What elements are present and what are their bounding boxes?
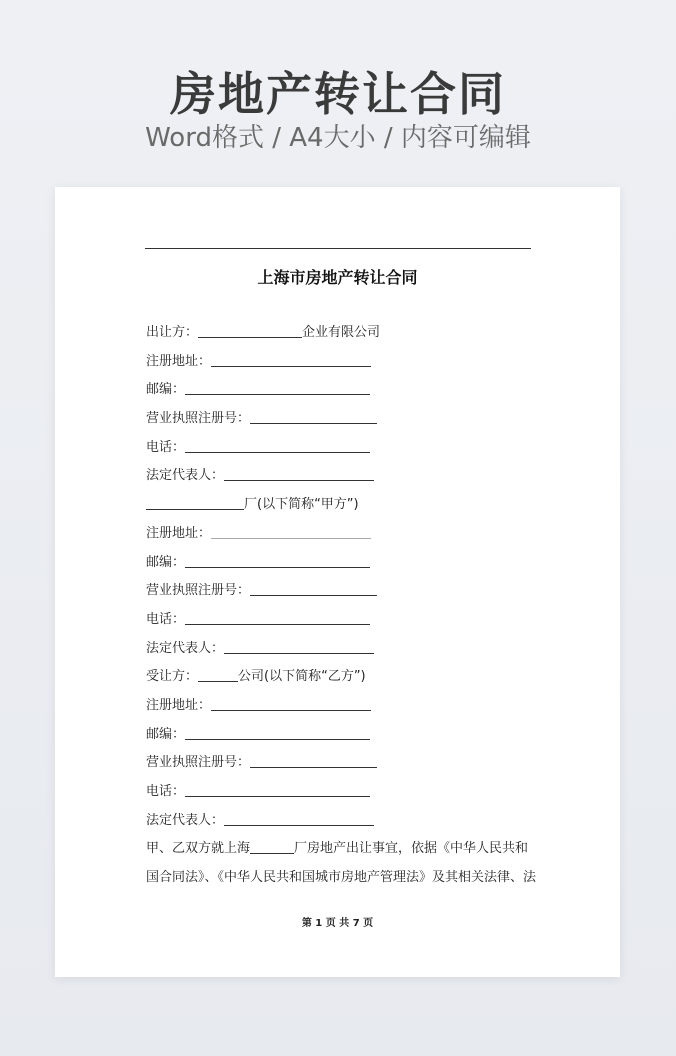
body-text: 国合同法》、《中华人民共和国城市房地产管理法》及其相关法律、法 [146, 870, 537, 886]
blank-field[interactable] [185, 438, 370, 453]
label: 电话： [146, 611, 186, 627]
label: 营业执照注册号： [146, 411, 251, 427]
banner-title: 房地产转让合同 [170, 67, 506, 121]
label: 注册地址： [146, 525, 212, 541]
license-line [146, 577, 546, 606]
label: 法定代表人： [146, 812, 225, 828]
blank-field[interactable] [250, 409, 377, 424]
body-text: 甲、乙双方就上海 [146, 841, 251, 857]
label-suffix: 厂(以下简称“甲方”) [244, 497, 359, 513]
phone-line [146, 778, 546, 807]
document-page [55, 187, 620, 977]
body-text: 厂房地产出让事宜，依据《中华人民共和 [294, 841, 529, 857]
blank-field[interactable] [224, 466, 374, 481]
blank-field[interactable] [185, 553, 370, 568]
party-a-line [146, 491, 546, 520]
blank-field[interactable] [185, 610, 370, 625]
label: 出让方： [146, 325, 199, 340]
legal-rep-line [146, 807, 546, 836]
reg-address-line [146, 348, 546, 377]
label: 电话： [146, 784, 186, 799]
postcode-line [146, 376, 546, 405]
label: 受让方： [146, 669, 199, 685]
legal-rep-line [146, 462, 546, 491]
legal-rep-line [146, 635, 546, 664]
label: 法定代表人： [146, 640, 225, 656]
blank-field[interactable] [198, 667, 238, 682]
blank-field[interactable] [224, 639, 374, 654]
blank-field[interactable] [198, 323, 302, 338]
blank-field[interactable] [250, 839, 294, 854]
reg-address-line [146, 692, 546, 721]
blank-field[interactable] [211, 352, 371, 367]
blank-field[interactable] [146, 495, 244, 510]
label: 营业执照注册号： [146, 583, 251, 599]
label: 邮编： [146, 382, 186, 398]
postcode-line [146, 721, 546, 750]
body-line-2 [146, 864, 546, 893]
phone-line [146, 606, 546, 635]
reg-address-line [146, 520, 546, 549]
label: 电话： [146, 439, 186, 455]
blank-field[interactable] [185, 725, 370, 740]
document-title: 上海市房地产转让合同 [257, 268, 418, 287]
label-suffix: 企业有限公司 [302, 325, 381, 340]
body-line-1 [146, 835, 546, 864]
label-suffix: 公司(以下简称“乙方”) [238, 669, 366, 685]
page-footer: 第 1 页 共 7 页 [301, 918, 374, 929]
blank-field[interactable] [250, 581, 377, 596]
blank-field[interactable] [224, 811, 374, 826]
label: 注册地址： [146, 353, 212, 369]
header-rule [145, 248, 531, 249]
blank-field[interactable] [250, 753, 377, 768]
blank-field[interactable] [211, 524, 371, 539]
transferee-line [146, 663, 546, 692]
license-line [146, 405, 546, 434]
label: 邮编： [146, 554, 186, 570]
blank-field[interactable] [185, 380, 370, 395]
blank-field[interactable] [211, 696, 371, 711]
label: 注册地址： [146, 697, 212, 713]
blank-field[interactable] [185, 782, 370, 797]
contract-body [146, 319, 546, 893]
license-line [146, 749, 546, 778]
label: 法定代表人： [146, 468, 225, 484]
label: 邮编： [146, 726, 186, 742]
phone-line [146, 434, 546, 463]
transferor-line [146, 319, 546, 348]
label: 营业执照注册号： [146, 755, 251, 771]
banner-subtitle: Word格式 / A4大小 / 内容可编辑 [145, 123, 531, 153]
postcode-line [146, 549, 546, 578]
